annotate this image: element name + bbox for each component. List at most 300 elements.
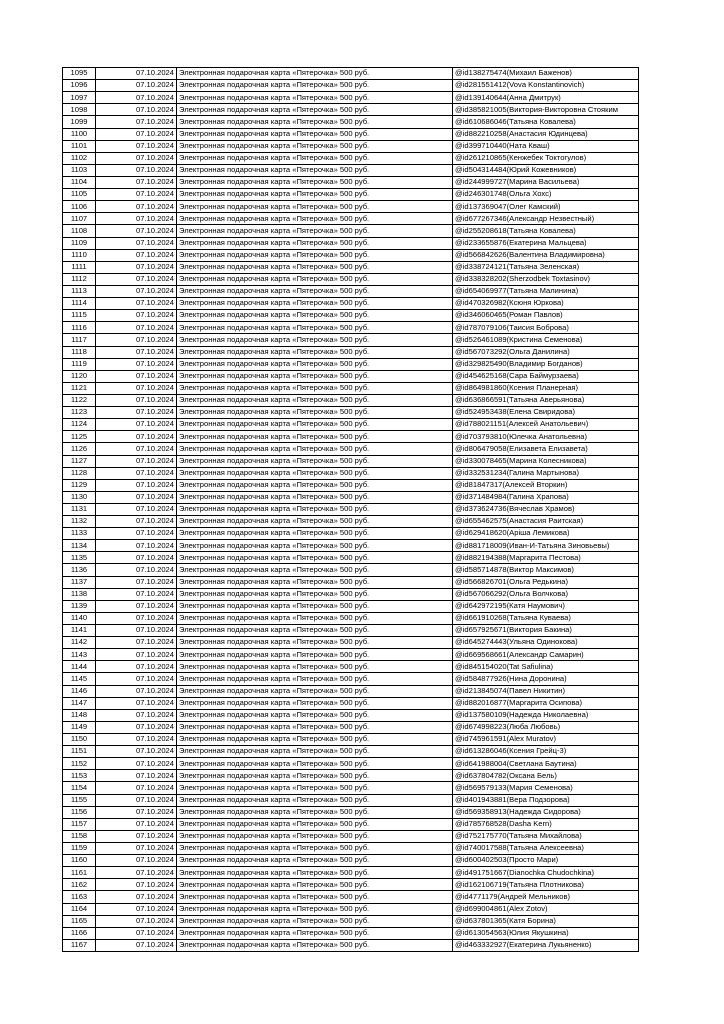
winner-cell: @id661910268(Татьяна Куваева) xyxy=(453,612,639,624)
date-cell: 07.10.2024 xyxy=(96,891,177,903)
row-number-cell: 1121 xyxy=(63,382,96,394)
date-cell: 07.10.2024 xyxy=(96,600,177,612)
prize-cell: Электронная подарочная карта «Пятерочка» 500 руб. xyxy=(177,939,453,951)
winners-sheet xyxy=(62,67,632,952)
prize-cell: Электронная подарочная карта «Пятерочка» 500 руб. xyxy=(177,358,453,370)
winner-cell: @id845154020(Tat Safiulina) xyxy=(453,661,639,673)
table-row xyxy=(63,576,639,588)
row-number-cell: 1099 xyxy=(63,116,96,128)
prize-cell: Электронная подарочная карта «Пятерочка» 500 руб. xyxy=(177,576,453,588)
table-row xyxy=(63,782,639,794)
date-cell: 07.10.2024 xyxy=(96,794,177,806)
winner-cell: @id569358913(Надежда Сидорова) xyxy=(453,806,639,818)
table-row xyxy=(63,298,639,310)
prize-cell: Электронная подарочная карта «Пятерочка» 500 руб. xyxy=(177,455,453,467)
date-cell: 07.10.2024 xyxy=(96,346,177,358)
date-cell: 07.10.2024 xyxy=(96,479,177,491)
date-cell: 07.10.2024 xyxy=(96,249,177,261)
table-row xyxy=(63,855,639,867)
table-row xyxy=(63,673,639,685)
winner-cell: @id629418620(Аріша Лемикова) xyxy=(453,528,639,540)
table-row xyxy=(63,879,639,891)
prize-cell: Электронная подарочная карта «Пятерочка» 500 руб. xyxy=(177,298,453,310)
date-cell: 07.10.2024 xyxy=(96,770,177,782)
winner-cell: @id669568661(Александр Самарин) xyxy=(453,649,639,661)
row-number-cell: 1154 xyxy=(63,782,96,794)
prize-cell: Электронная подарочная карта «Пятерочка» 500 руб. xyxy=(177,128,453,140)
prize-cell: Электронная подарочная карта «Пятерочка» 500 руб. xyxy=(177,770,453,782)
prize-cell: Электронная подарочная карта «Пятерочка» 500 руб. xyxy=(177,273,453,285)
table-row xyxy=(63,625,639,637)
row-number-cell: 1141 xyxy=(63,625,96,637)
row-number-cell: 1160 xyxy=(63,855,96,867)
prize-cell: Электронная подарочная карта «Пятерочка» 500 руб. xyxy=(177,661,453,673)
row-number-cell: 1140 xyxy=(63,612,96,624)
prize-cell: Электронная подарочная карта «Пятерочка» 500 руб. xyxy=(177,92,453,104)
row-number-cell: 1095 xyxy=(63,68,96,80)
prize-cell: Электронная подарочная карта «Пятерочка» 500 руб. xyxy=(177,540,453,552)
winner-cell: @id491751667(Dianochka Chudochkina) xyxy=(453,867,639,879)
date-cell: 07.10.2024 xyxy=(96,298,177,310)
winner-cell: @id613286046(Ксения Грейц-3) xyxy=(453,746,639,758)
prize-cell: Электронная подарочная карта «Пятерочка» 500 руб. xyxy=(177,891,453,903)
row-number-cell: 1131 xyxy=(63,503,96,515)
prize-cell: Электронная подарочная карта «Пятерочка» 500 руб. xyxy=(177,503,453,515)
row-number-cell: 1142 xyxy=(63,637,96,649)
table-row xyxy=(63,758,639,770)
table-row xyxy=(63,225,639,237)
date-cell: 07.10.2024 xyxy=(96,564,177,576)
row-number-cell: 1146 xyxy=(63,685,96,697)
prize-cell: Электронная подарочная карта «Пятерочка» 500 руб. xyxy=(177,467,453,479)
date-cell: 07.10.2024 xyxy=(96,104,177,116)
table-row xyxy=(63,394,639,406)
winner-cell: @id657925671(Виктория Бакина) xyxy=(453,625,639,637)
table-row xyxy=(63,588,639,600)
prize-cell: Электронная подарочная карта «Пятерочка» 500 руб. xyxy=(177,310,453,322)
row-number-cell: 1097 xyxy=(63,92,96,104)
table-row xyxy=(63,734,639,746)
row-number-cell: 1127 xyxy=(63,455,96,467)
date-cell: 07.10.2024 xyxy=(96,116,177,128)
table-row xyxy=(63,552,639,564)
date-cell: 07.10.2024 xyxy=(96,612,177,624)
date-cell: 07.10.2024 xyxy=(96,285,177,297)
winner-cell: @id338328202(Sherzodbek Toxtasinov) xyxy=(453,273,639,285)
row-number-cell: 1105 xyxy=(63,189,96,201)
date-cell: 07.10.2024 xyxy=(96,540,177,552)
table-row xyxy=(63,455,639,467)
date-cell: 07.10.2024 xyxy=(96,843,177,855)
date-cell: 07.10.2024 xyxy=(96,189,177,201)
prize-cell: Электронная подарочная карта «Пятерочка» 500 руб. xyxy=(177,721,453,733)
table-row xyxy=(63,370,639,382)
table-row xyxy=(63,467,639,479)
winner-cell: @id785768528(Dasha Kern) xyxy=(453,818,639,830)
row-number-cell: 1110 xyxy=(63,249,96,261)
table-row xyxy=(63,612,639,624)
table-row xyxy=(63,903,639,915)
row-number-cell: 1118 xyxy=(63,346,96,358)
table-row xyxy=(63,92,639,104)
date-cell: 07.10.2024 xyxy=(96,310,177,322)
winner-cell: @id385821005(Виктория-Викторовна Стояким xyxy=(453,104,639,116)
winner-cell: @id137580109(Надежда Николаевна) xyxy=(453,709,639,721)
row-number-cell: 1165 xyxy=(63,915,96,927)
table-row xyxy=(63,382,639,394)
prize-cell: Электронная подарочная карта «Пятерочка» 500 руб. xyxy=(177,903,453,915)
table-row xyxy=(63,818,639,830)
row-number-cell: 1115 xyxy=(63,310,96,322)
date-cell: 07.10.2024 xyxy=(96,576,177,588)
row-number-cell: 1162 xyxy=(63,879,96,891)
winner-cell: @id637801365(Катя Борина) xyxy=(453,915,639,927)
prize-cell: Электронная подарочная карта «Пятерочка» 500 руб. xyxy=(177,709,453,721)
winner-cell: @id752175770(Татьяна Михайлова) xyxy=(453,830,639,842)
winner-cell: @id338724121(Татьяна Зеленская) xyxy=(453,261,639,273)
date-cell: 07.10.2024 xyxy=(96,782,177,794)
prize-cell: Электронная подарочная карта «Пятерочка» 500 руб. xyxy=(177,140,453,152)
prize-cell: Электронная подарочная карта «Пятерочка» 500 руб. xyxy=(177,528,453,540)
table-row xyxy=(63,285,639,297)
winner-cell: @id244999727(Марина Васильева) xyxy=(453,176,639,188)
winners-table-body xyxy=(63,68,639,952)
prize-cell: Электронная подарочная карта «Пятерочка» 500 руб. xyxy=(177,479,453,491)
winner-cell: @id332531234(Галина Мартынова) xyxy=(453,467,639,479)
row-number-cell: 1104 xyxy=(63,176,96,188)
winner-cell: @id567066292(Ольга Волчкова) xyxy=(453,588,639,600)
row-number-cell: 1117 xyxy=(63,334,96,346)
prize-cell: Электронная подарочная карта «Пятерочка» 500 руб. xyxy=(177,794,453,806)
prize-cell: Электронная подарочная карта «Пятерочка» 500 руб. xyxy=(177,782,453,794)
date-cell: 07.10.2024 xyxy=(96,503,177,515)
winner-cell: @id246301748(Ольга Хохс) xyxy=(453,189,639,201)
prize-cell: Электронная подарочная карта «Пятерочка» 500 руб. xyxy=(177,237,453,249)
date-cell: 07.10.2024 xyxy=(96,903,177,915)
row-number-cell: 1124 xyxy=(63,419,96,431)
prize-cell: Электронная подарочная карта «Пятерочка» 500 руб. xyxy=(177,855,453,867)
winner-cell: @id137369047(Олег Камский) xyxy=(453,201,639,213)
date-cell: 07.10.2024 xyxy=(96,746,177,758)
row-number-cell: 1137 xyxy=(63,576,96,588)
winner-cell: @id454625168(Сара Баймурзаева) xyxy=(453,370,639,382)
row-number-cell: 1133 xyxy=(63,528,96,540)
date-cell: 07.10.2024 xyxy=(96,358,177,370)
winner-cell: @id81847317(Алексей Вторкин) xyxy=(453,479,639,491)
prize-cell: Электронная подарочная карта «Пятерочка» 500 руб. xyxy=(177,407,453,419)
row-number-cell: 1108 xyxy=(63,225,96,237)
table-row xyxy=(63,843,639,855)
date-cell: 07.10.2024 xyxy=(96,927,177,939)
date-cell: 07.10.2024 xyxy=(96,419,177,431)
row-number-cell: 1101 xyxy=(63,140,96,152)
date-cell: 07.10.2024 xyxy=(96,915,177,927)
table-row xyxy=(63,116,639,128)
table-row xyxy=(63,939,639,951)
prize-cell: Электронная подарочная карта «Пятерочка» 500 руб. xyxy=(177,612,453,624)
prize-cell: Электронная подарочная карта «Пятерочка» 500 руб. xyxy=(177,879,453,891)
winner-cell: @id881718009(Иван-И-Татьяна Зиновьевы) xyxy=(453,540,639,552)
table-row xyxy=(63,600,639,612)
prize-cell: Электронная подарочная карта «Пятерочка» 500 руб. xyxy=(177,818,453,830)
row-number-cell: 1114 xyxy=(63,298,96,310)
table-row xyxy=(63,503,639,515)
row-number-cell: 1161 xyxy=(63,867,96,879)
date-cell: 07.10.2024 xyxy=(96,818,177,830)
row-number-cell: 1119 xyxy=(63,358,96,370)
row-number-cell: 1123 xyxy=(63,407,96,419)
winner-cell: @id569579133(Мария Семенова) xyxy=(453,782,639,794)
date-cell: 07.10.2024 xyxy=(96,867,177,879)
winner-cell: @id703793810(Юлечка Анатольевна) xyxy=(453,431,639,443)
row-number-cell: 1167 xyxy=(63,939,96,951)
row-number-cell: 1109 xyxy=(63,237,96,249)
winner-cell: @id524953438(Елена Свиридова) xyxy=(453,407,639,419)
date-cell: 07.10.2024 xyxy=(96,491,177,503)
row-number-cell: 1132 xyxy=(63,516,96,528)
table-row xyxy=(63,709,639,721)
winner-cell: @id399710440(Ната Кваш) xyxy=(453,140,639,152)
prize-cell: Электронная подарочная карта «Пятерочка» 500 руб. xyxy=(177,370,453,382)
row-number-cell: 1134 xyxy=(63,540,96,552)
table-row xyxy=(63,310,639,322)
prize-cell: Электронная подарочная карта «Пятерочка» 500 руб. xyxy=(177,516,453,528)
row-number-cell: 1096 xyxy=(63,80,96,92)
row-number-cell: 1102 xyxy=(63,152,96,164)
date-cell: 07.10.2024 xyxy=(96,407,177,419)
row-number-cell: 1164 xyxy=(63,903,96,915)
date-cell: 07.10.2024 xyxy=(96,68,177,80)
table-row xyxy=(63,491,639,503)
winner-cell: @id255208618(Татьяна Ковалева) xyxy=(453,225,639,237)
winner-cell: @id585714878(Виктор Максимов) xyxy=(453,564,639,576)
date-cell: 07.10.2024 xyxy=(96,721,177,733)
row-number-cell: 1151 xyxy=(63,746,96,758)
date-cell: 07.10.2024 xyxy=(96,758,177,770)
date-cell: 07.10.2024 xyxy=(96,734,177,746)
table-row xyxy=(63,830,639,842)
date-cell: 07.10.2024 xyxy=(96,394,177,406)
table-row xyxy=(63,419,639,431)
date-cell: 07.10.2024 xyxy=(96,261,177,273)
prize-cell: Электронная подарочная карта «Пятерочка» 500 руб. xyxy=(177,746,453,758)
prize-cell: Электронная подарочная карта «Пятерочка» 500 руб. xyxy=(177,758,453,770)
prize-cell: Электронная подарочная карта «Пятерочка» 500 руб. xyxy=(177,673,453,685)
winner-cell: @id882194388(Маргарита Пестова) xyxy=(453,552,639,564)
winner-cell: @id645274443(Ульяна Одинокова) xyxy=(453,637,639,649)
winner-cell: @id566842626(Валентина Владимировна) xyxy=(453,249,639,261)
table-row xyxy=(63,806,639,818)
winner-cell: @id371484984(Галина Храпова) xyxy=(453,491,639,503)
winner-cell: @id261210865(Кенжебек Токтогулов) xyxy=(453,152,639,164)
prize-cell: Электронная подарочная карта «Пятерочка» 500 руб. xyxy=(177,152,453,164)
table-row xyxy=(63,249,639,261)
row-number-cell: 1156 xyxy=(63,806,96,818)
prize-cell: Электронная подарочная карта «Пятерочка» 500 руб. xyxy=(177,843,453,855)
winner-cell: @id745961591(Alex Muratov) xyxy=(453,734,639,746)
date-cell: 07.10.2024 xyxy=(96,201,177,213)
table-row xyxy=(63,189,639,201)
prize-cell: Электронная подарочная карта «Пятерочка» 500 руб. xyxy=(177,394,453,406)
row-number-cell: 1113 xyxy=(63,285,96,297)
row-number-cell: 1139 xyxy=(63,600,96,612)
winner-cell: @id401943881(Вера Подзорова) xyxy=(453,794,639,806)
winner-cell: @id641988004(Светлана Баутина) xyxy=(453,758,639,770)
row-number-cell: 1098 xyxy=(63,104,96,116)
date-cell: 07.10.2024 xyxy=(96,213,177,225)
row-number-cell: 1130 xyxy=(63,491,96,503)
table-row xyxy=(63,721,639,733)
prize-cell: Электронная подарочная карта «Пятерочка» 500 руб. xyxy=(177,322,453,334)
table-row xyxy=(63,80,639,92)
prize-cell: Электронная подарочная карта «Пятерочка» 500 руб. xyxy=(177,213,453,225)
winner-cell: @id636866591(Татьяна Аверьянова) xyxy=(453,394,639,406)
prize-cell: Электронная подарочная карта «Пятерочка» 500 руб. xyxy=(177,68,453,80)
prize-cell: Электронная подарочная карта «Пятерочка» 500 руб. xyxy=(177,116,453,128)
prize-cell: Электронная подарочная карта «Пятерочка» 500 руб. xyxy=(177,334,453,346)
table-row xyxy=(63,564,639,576)
row-number-cell: 1129 xyxy=(63,479,96,491)
row-number-cell: 1158 xyxy=(63,830,96,842)
winner-cell: @id281551412(Vova Konstantinovich) xyxy=(453,80,639,92)
prize-cell: Электронная подарочная карта «Пятерочка» 500 руб. xyxy=(177,285,453,297)
table-row xyxy=(63,176,639,188)
winner-cell: @id882016877(Маргарита Осипова) xyxy=(453,697,639,709)
row-number-cell: 1122 xyxy=(63,394,96,406)
winner-cell: @id373624736(Вячеслав Храмов) xyxy=(453,503,639,515)
winner-cell: @id463332927(Екатерина Лукьяненко) xyxy=(453,939,639,951)
row-number-cell: 1136 xyxy=(63,564,96,576)
prize-cell: Электронная подарочная карта «Пятерочка» 500 руб. xyxy=(177,491,453,503)
row-number-cell: 1153 xyxy=(63,770,96,782)
prize-cell: Электронная подарочная карта «Пятерочка» 500 руб. xyxy=(177,419,453,431)
date-cell: 07.10.2024 xyxy=(96,879,177,891)
row-number-cell: 1166 xyxy=(63,927,96,939)
date-cell: 07.10.2024 xyxy=(96,80,177,92)
row-number-cell: 1125 xyxy=(63,431,96,443)
table-row xyxy=(63,685,639,697)
winner-cell: @id787079106(Таисия Боброва) xyxy=(453,322,639,334)
row-number-cell: 1149 xyxy=(63,721,96,733)
prize-cell: Электронная подарочная карта «Пятерочка» 500 руб. xyxy=(177,443,453,455)
row-number-cell: 1126 xyxy=(63,443,96,455)
date-cell: 07.10.2024 xyxy=(96,455,177,467)
winner-cell: @id329825490(Владимир Богданов) xyxy=(453,358,639,370)
winner-cell: @id566826701(Ольга Редькина) xyxy=(453,576,639,588)
table-row xyxy=(63,237,639,249)
row-number-cell: 1148 xyxy=(63,709,96,721)
table-row xyxy=(63,431,639,443)
row-number-cell: 1100 xyxy=(63,128,96,140)
winner-cell: @id526461089(Кристина Семенова) xyxy=(453,334,639,346)
table-row xyxy=(63,322,639,334)
prize-cell: Электронная подарочная карта «Пятерочка» 500 руб. xyxy=(177,176,453,188)
prize-cell: Электронная подарочная карта «Пятерочка» 500 руб. xyxy=(177,600,453,612)
row-number-cell: 1103 xyxy=(63,164,96,176)
date-cell: 07.10.2024 xyxy=(96,661,177,673)
table-row xyxy=(63,891,639,903)
table-row xyxy=(63,697,639,709)
row-number-cell: 1147 xyxy=(63,697,96,709)
table-row xyxy=(63,540,639,552)
table-row xyxy=(63,68,639,80)
row-number-cell: 1116 xyxy=(63,322,96,334)
winner-cell: @id162106719(Татьяна Плотникова) xyxy=(453,879,639,891)
row-number-cell: 1111 xyxy=(63,261,96,273)
winner-cell: @id674998223(Люба Любовь) xyxy=(453,721,639,733)
date-cell: 07.10.2024 xyxy=(96,128,177,140)
date-cell: 07.10.2024 xyxy=(96,225,177,237)
row-number-cell: 1155 xyxy=(63,794,96,806)
date-cell: 07.10.2024 xyxy=(96,673,177,685)
winner-cell: @id504314484(Юрий Кожевников) xyxy=(453,164,639,176)
date-cell: 07.10.2024 xyxy=(96,382,177,394)
table-row xyxy=(63,637,639,649)
prize-cell: Электронная подарочная карта «Пятерочка» 500 руб. xyxy=(177,564,453,576)
row-number-cell: 1138 xyxy=(63,588,96,600)
date-cell: 07.10.2024 xyxy=(96,431,177,443)
winner-cell: @id567073292(Ольга Данилина) xyxy=(453,346,639,358)
date-cell: 07.10.2024 xyxy=(96,322,177,334)
date-cell: 07.10.2024 xyxy=(96,625,177,637)
date-cell: 07.10.2024 xyxy=(96,697,177,709)
row-number-cell: 1112 xyxy=(63,273,96,285)
date-cell: 07.10.2024 xyxy=(96,939,177,951)
table-row xyxy=(63,273,639,285)
prize-cell: Электронная подарочная карта «Пятерочка» 500 руб. xyxy=(177,806,453,818)
date-cell: 07.10.2024 xyxy=(96,467,177,479)
date-cell: 07.10.2024 xyxy=(96,649,177,661)
winner-cell: @id677267346(Александр Незвестный) xyxy=(453,213,639,225)
row-number-cell: 1159 xyxy=(63,843,96,855)
date-cell: 07.10.2024 xyxy=(96,237,177,249)
prize-cell: Электронная подарочная карта «Пятерочка» 500 руб. xyxy=(177,431,453,443)
winner-cell: @id806479058(Елизавета Елизавета) xyxy=(453,443,639,455)
table-row xyxy=(63,661,639,673)
prize-cell: Электронная подарочная карта «Пятерочка» 500 руб. xyxy=(177,927,453,939)
date-cell: 07.10.2024 xyxy=(96,443,177,455)
table-row xyxy=(63,479,639,491)
prize-cell: Электронная подарочная карта «Пятерочка» 500 руб. xyxy=(177,685,453,697)
winner-cell: @id233655876(Екатерина Мальцева) xyxy=(453,237,639,249)
table-row xyxy=(63,794,639,806)
prize-cell: Электронная подарочная карта «Пятерочка» 500 руб. xyxy=(177,588,453,600)
prize-cell: Электронная подарочная карта «Пятерочка» 500 руб. xyxy=(177,649,453,661)
date-cell: 07.10.2024 xyxy=(96,709,177,721)
winner-cell: @id600402503(Просто Мари) xyxy=(453,855,639,867)
winner-cell: @id213845074(Павел Никитин) xyxy=(453,685,639,697)
row-number-cell: 1107 xyxy=(63,213,96,225)
row-number-cell: 1150 xyxy=(63,734,96,746)
date-cell: 07.10.2024 xyxy=(96,806,177,818)
winner-cell: @id139140644(Анна Дмитрук) xyxy=(453,92,639,104)
prize-cell: Электронная подарочная карта «Пятерочка» 500 руб. xyxy=(177,164,453,176)
winner-cell: @id613054563(Юлия Якушкина) xyxy=(453,927,639,939)
prize-cell: Электронная подарочная карта «Пятерочка» 500 руб. xyxy=(177,830,453,842)
date-cell: 07.10.2024 xyxy=(96,334,177,346)
table-row xyxy=(63,104,639,116)
table-row xyxy=(63,746,639,758)
winner-cell: @id610686046(Татьяна Ковалева) xyxy=(453,116,639,128)
row-number-cell: 1163 xyxy=(63,891,96,903)
winner-cell: @id699004861(Alex Zotov) xyxy=(453,903,639,915)
winner-cell: @id330078465(Марина Колесникова) xyxy=(453,455,639,467)
date-cell: 07.10.2024 xyxy=(96,164,177,176)
winner-cell: @id584877926(Нина Доронина) xyxy=(453,673,639,685)
table-row xyxy=(63,443,639,455)
date-cell: 07.10.2024 xyxy=(96,685,177,697)
table-row xyxy=(63,770,639,782)
